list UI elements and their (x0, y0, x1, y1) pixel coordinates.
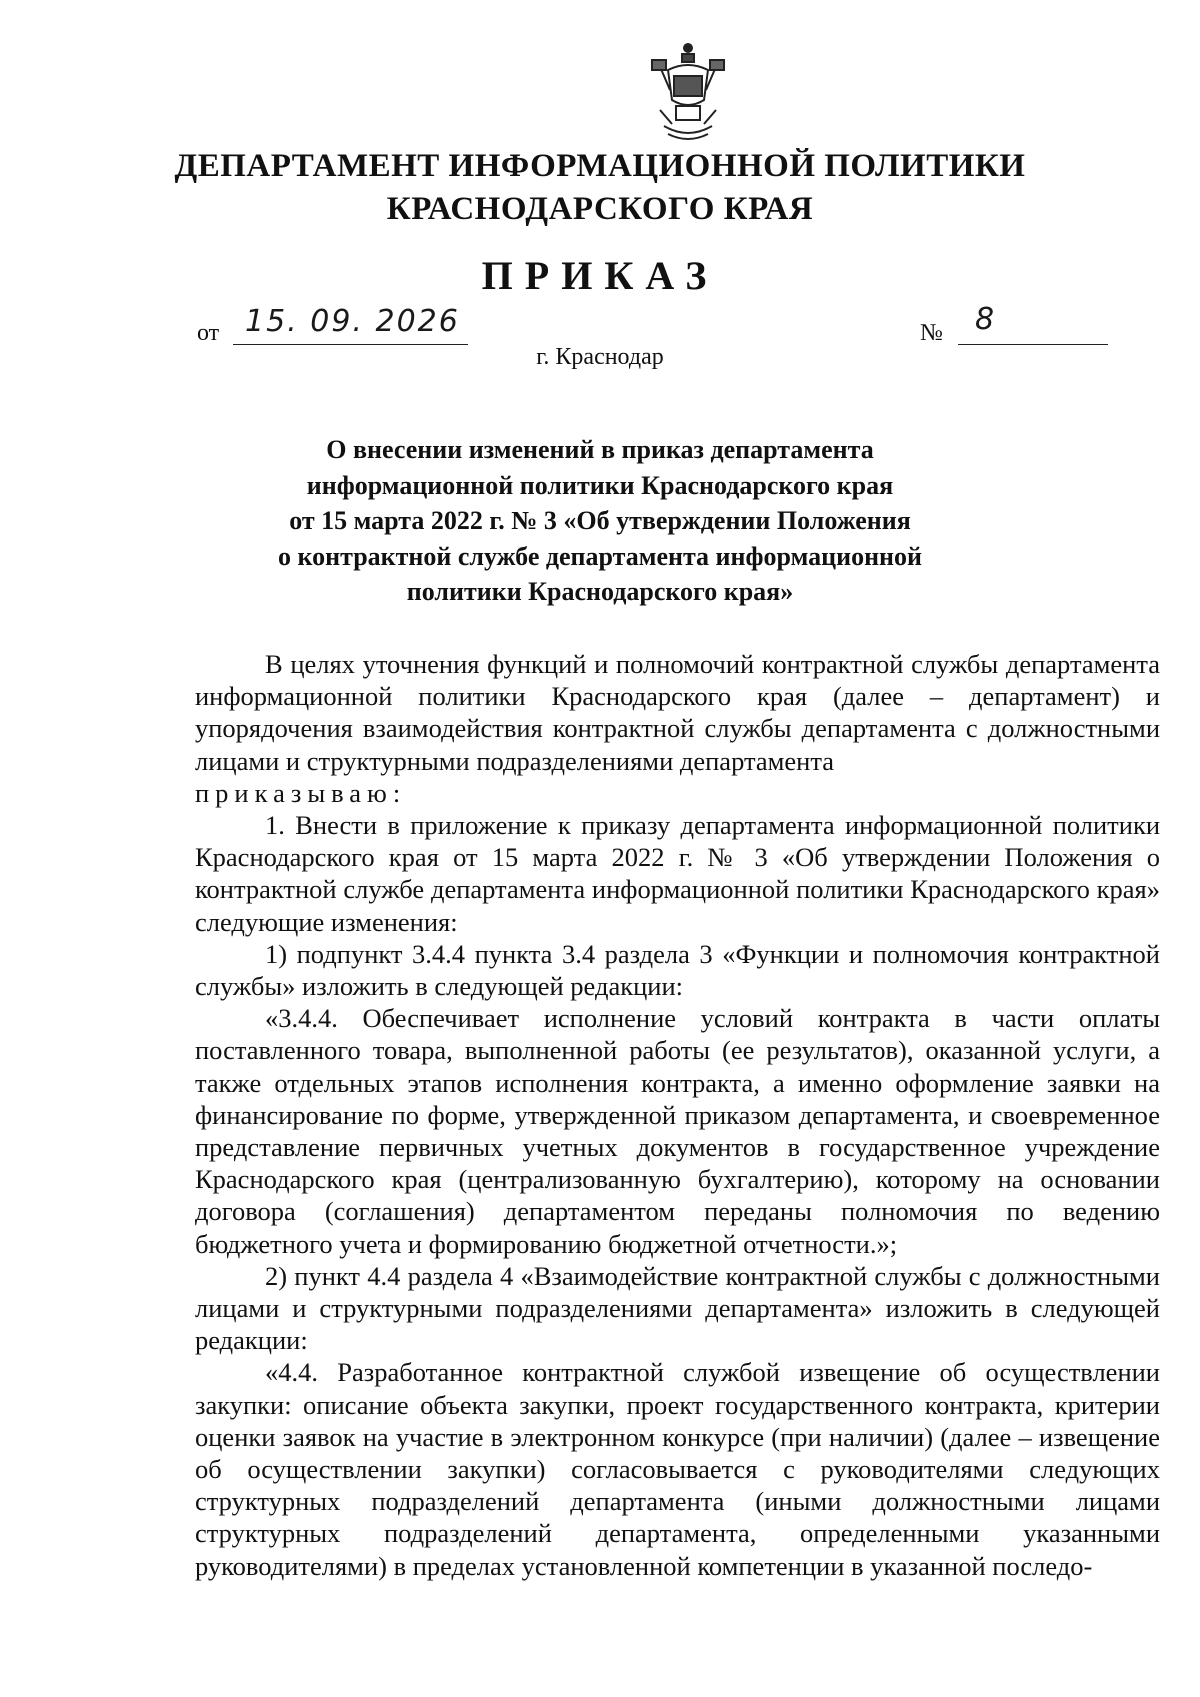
handwritten-number: 8 (975, 302, 997, 337)
number-label: № (920, 320, 943, 346)
document-body (195, 648, 1160, 1582)
department-name-line2: КРАСНОДАРСКОГО КРАЯ (386, 191, 814, 227)
subject-line: О внесении изменений в приказ департамента (326, 435, 874, 464)
city-label: г. Краснодар (536, 344, 664, 370)
document-type-title: ПРИКАЗ (481, 253, 719, 298)
quote-4-4-paragraph: «4.4. Разработанное контрактной службой извещение об осуществлении закупки: описание объекта закупки, проект государственного контракта, критерии оценки заявок на участие в электронном конкурсе (при наличии) (далее – извещение об осуществлении закупки) согласовывается с руководителями следующих структурных подразделений департамента (иными должностными лицами структурных подразделений департамента, определенными указанными руководителями) в пределах установленной компетенции в указанной последо- (195, 1357, 1160, 1581)
intro-paragraph: В целях уточнения функций и полномочий контрактной службы департамента информационной политики Краснодарского края (далее – департамент) и упорядочения взаимодействия контрактной службы департамента с должностными лицами и структурными подразделениями департамента (195, 649, 1160, 776)
department-name-line1: ДЕПАРТАМЕНТ ИНФОРМАЦИОННОЙ ПОЛИТИКИ (174, 148, 1026, 184)
quote-3-4-4-paragraph: «3.4.4. Обеспечивает исполнение условий контракта в части оплаты поставленного товара, выполненной работы (ее результатов), оказанной услуги, а также отдельных этапов исполнения контракта, а именно оформление заявки на финансирование по форме, утвержденной приказом департамента, и своевременное представление первичных учетных документов в государственное учреждение Краснодарского края (централизованную бухгалтерию), которому на основании договора (соглашения) департаментом переданы полномочия по ведению бюджетного учета и формированию бюджетной отчетности.»; (195, 1003, 1160, 1259)
order-word: приказываю: (195, 777, 407, 808)
date-label: от (197, 320, 220, 346)
handwritten-date: 15. 09. 2026 (245, 304, 460, 339)
subject-line: политики Краснодарского края» (406, 577, 794, 606)
subitem-1-paragraph: 1) подпункт 3.4.4 пункта 3.4 раздела 3 «Функции и полномочия контрактной службы» изложить в следующей редакции: (195, 938, 1160, 1002)
document-subject (250, 432, 950, 610)
item-1-paragraph: 1. Внести в приложение к приказу департамента информационной политики Краснодарского края от 15 марта 2022 г. № 3 «Об утверждении Положения о контрактной службе департамента информационной политики Краснодарского края» следующие изменения: (195, 810, 1160, 937)
subject-line: о контрактной службе департамента информационной (277, 541, 923, 571)
coat-of-arms-emblem (638, 40, 738, 148)
subitem-2-paragraph: 2) пункт 4.4 раздела 4 «Взаимодействие контрактной службы с должностными лицами и структурными подразделениями департамента» изложить в следующей редакции: (195, 1260, 1160, 1356)
subject-line: от 15 марта 2022 г. № 3 «Об утверждении Положения (289, 506, 911, 535)
subject-line: информационной политики Краснодарского края (306, 470, 894, 500)
